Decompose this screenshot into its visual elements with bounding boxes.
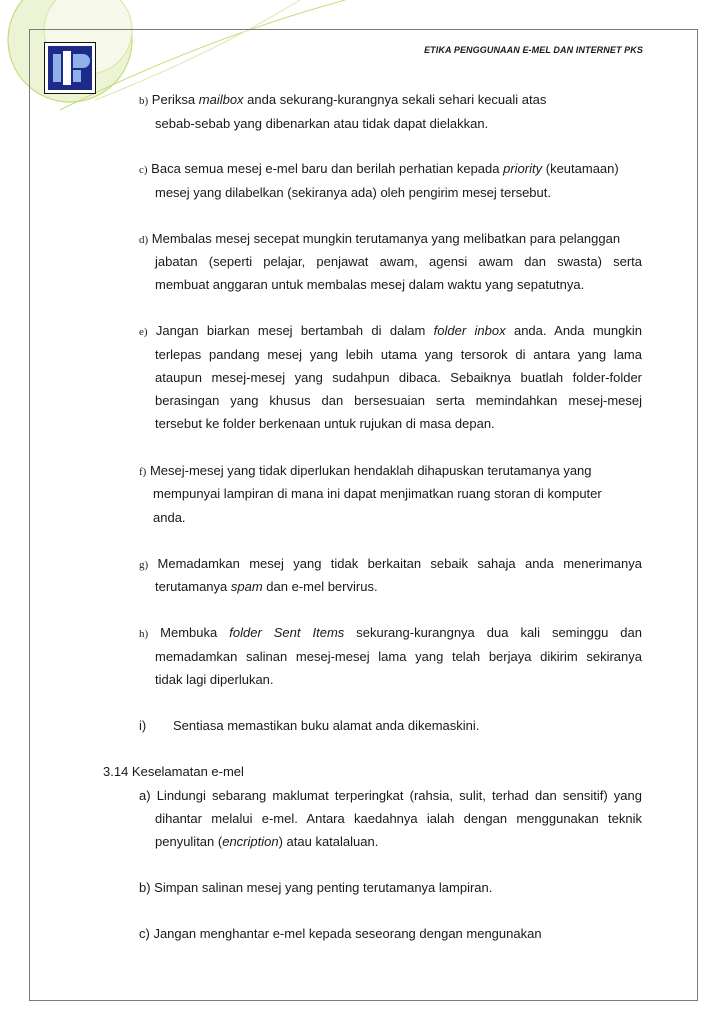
section-item-a-line3 [155,834,378,850]
list-item-c-line2: mesej yang dilabelkan (sekiranya ada) oleh pengirim mesej tersebut. [155,185,551,200]
list-item-h-line2: memadamkan salinan mesej-mesej lama yang telah berjaya dikirim sekiranya [155,649,642,664]
section-item-a-line2: dihantar melalui e-mel. Antara kaedahnya ialah dengan menggunakan teknik [155,811,642,826]
list-item-i-marker: i) [139,718,147,733]
item-marker: c) [139,164,148,176]
item-marker: h) [139,628,149,640]
page-header-title: ETIKA PENGGUNAAN E-MEL DAN INTERNET PKS [424,45,643,55]
list-item-d-line3: membuat anggaran untuk membalas mesej dalam waktu yang sepatutnya. [155,277,585,292]
item-marker: e) [139,326,148,338]
list-item-d [139,231,620,248]
item-marker: b) [139,95,149,107]
item-emphasis: folder Sent Items [229,625,345,640]
item-emphasis: encription [222,834,279,849]
item-text: Memadamkan mesej yang tidak berkaitan sebaik sahaja anda menerimanya [157,556,642,571]
section-heading: 3.14 Keselamatan e-mel [103,764,244,779]
list-item-f-line2: mempunyai lampiran di mana ini dapat menjimatkan ruang storan di komputer [153,486,602,501]
item-text: penyulitan ( [155,834,223,849]
item-text: sekurang-kurangnya dua kali seminggu dan [344,625,642,640]
list-item-e-line5: tersebut ke folder berkenaan untuk rujukan di masa depan. [155,416,495,431]
item-marker: d) [139,234,149,246]
item-text: terutamanya [155,579,231,594]
item-text: Membuka [160,625,230,640]
list-item-d-line2: jabatan (seperti pelajar, penjawat awam, agensi awam dan swasta) serta [155,254,642,269]
item-emphasis: spam [230,579,263,594]
list-item-b-line2: sebab-sebab yang dibenarkan atau tidak dapat dielakkan. [155,116,489,131]
section-item-b: b) Simpan salinan mesej yang penting terutamanya lampiran. [139,880,493,895]
list-item-i: Sentiasa memastikan buku alamat anda dikemaskini. [173,718,480,733]
list-item-e-line3: ataupun mesej-mesej yang sudahpun dibaca. Sebaiknya buatlah folder-folder [155,370,642,385]
item-text: dan e-mel bervirus. [262,579,378,594]
section-item-a: a) Lindungi sebarang maklumat terperingkat (rahsia, sulit, terhad dan sensitif) yang [139,788,642,803]
item-text: Jangan biarkan mesej bertambah di dalam [155,323,434,338]
list-item-f [139,463,592,480]
agency-logo-icon [44,42,96,94]
item-marker: g) [139,559,149,571]
list-item-e-line4: berasingan yang khusus dan bersesuaian serta memindahkan mesej-mesej [155,393,642,408]
item-text: Baca semua mesej e-mel baru dan berilah perhatian kepada [151,161,504,176]
item-text: anda. Anda mungkin [505,323,642,338]
item-text: (keutamaan) [542,161,619,176]
item-marker: f) [139,466,147,478]
list-item-e-line2: terlepas pandang mesej yang lebih utama yang tersorok di antara yang lama [155,347,642,362]
list-item-c [139,161,619,178]
item-emphasis: mailbox [198,92,244,107]
section-item-c: c) Jangan menghantar e-mel kepada seseorang dengan mengunakan [139,926,542,941]
list-item-h [139,625,642,642]
list-item-h-line3: tidak lagi diperlukan. [155,672,274,687]
list-item-b [139,92,546,109]
list-item-e [139,323,642,340]
item-emphasis: folder inbox [433,323,506,338]
item-text: Periksa [151,92,199,107]
list-item-g [139,556,642,573]
item-text: Membalas mesej secepat mungkin terutamanya yang melibatkan para pelanggan [151,231,621,246]
list-item-g-line2 [155,579,378,595]
item-text: anda sekurang-kurangnya sekali sehari kecuali atas [243,92,547,107]
item-emphasis: priority [503,161,543,176]
list-item-f-line3: anda. [153,510,186,525]
item-text: Mesej-mesej yang tidak diperlukan hendaklah dihapuskan terutamanya yang [149,463,592,478]
item-text: ) atau katalaluan. [278,834,379,849]
